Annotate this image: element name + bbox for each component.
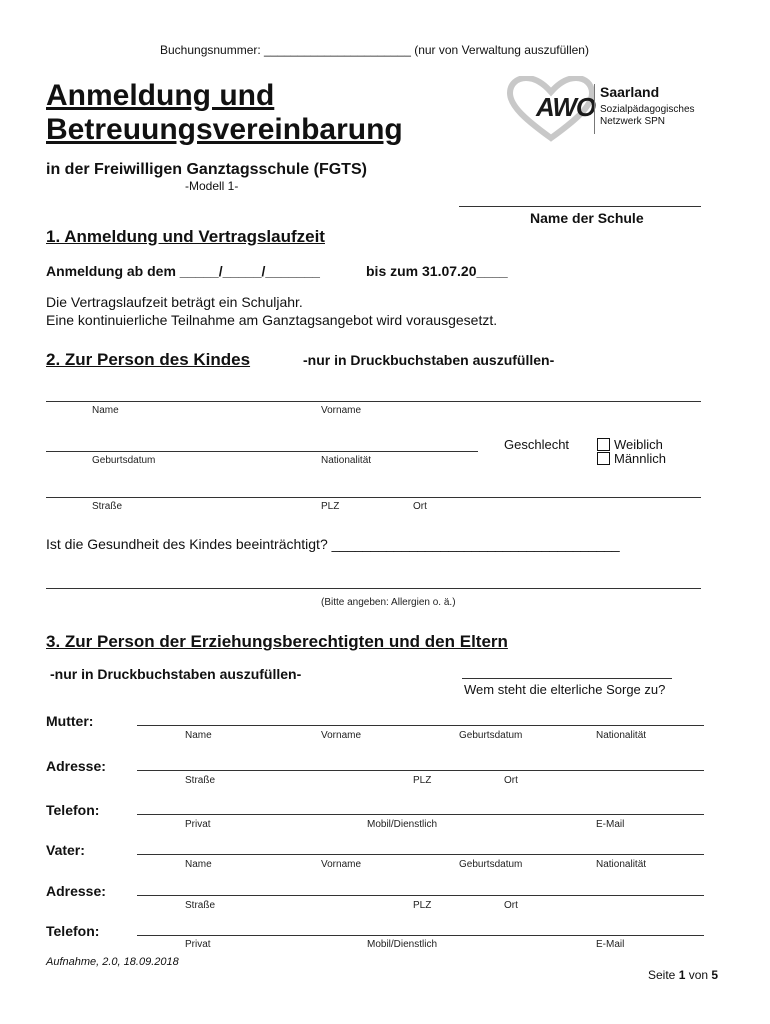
father-birthdate-label: Geburtsdatum xyxy=(459,859,523,870)
child-firstname-label: Vorname xyxy=(321,405,362,416)
page-subtitle: in der Freiwilligen Ganztagsschule (FGTS) xyxy=(46,161,367,178)
school-name-label: Name der Schule xyxy=(530,210,644,226)
health-question[interactable]: Ist die Gesundheit des Kindes beeinträchtigt? _____________________________________ xyxy=(46,536,620,552)
mother-city-label: Ort xyxy=(504,775,518,786)
child-name-line[interactable] xyxy=(46,401,701,402)
father-phone-label: Telefon: xyxy=(46,923,100,939)
org-name: Saarland xyxy=(600,84,660,100)
section3-note: -nur in Druckbuchstaben auszufüllen- xyxy=(50,666,302,682)
father-mobile-label: Mobil/Dienstlich xyxy=(367,939,438,950)
father-phone-line[interactable] xyxy=(137,935,704,936)
child-address-line[interactable] xyxy=(46,497,701,498)
father-city-label: Ort xyxy=(504,900,518,911)
page-total: 5 xyxy=(711,968,719,982)
father-name-label: Name xyxy=(185,859,212,870)
form-version: Aufnahme, 2.0, 18.09.2018 xyxy=(46,956,179,968)
page-prefix: Seite xyxy=(648,968,679,982)
contract-text-1: Die Vertragslaufzeit beträgt ein Schuljahr. xyxy=(46,294,303,310)
male-label: Männlich xyxy=(614,451,667,466)
section1-heading: 1. Anmeldung und Vertragslaufzeit xyxy=(46,227,325,246)
custody-line[interactable] xyxy=(462,678,672,679)
awo-logo xyxy=(506,76,706,142)
female-checkbox[interactable] xyxy=(597,438,610,451)
mother-firstname-label: Vorname xyxy=(321,730,362,741)
child-zip-label: PLZ xyxy=(321,501,340,512)
father-email-label: E-Mail xyxy=(596,939,625,950)
org-subtitle-2: Netzwerk SPN xyxy=(600,116,666,127)
booking-number-label: Buchungsnummer: ______________________ (nur von Verwaltung auszufüllen) xyxy=(160,43,589,57)
page-title-line2: Betreuungsvereinbarung xyxy=(46,113,403,146)
mother-street-label: Straße xyxy=(185,775,216,786)
section2-note: -nur in Druckbuchstaben auszufüllen- xyxy=(303,352,555,368)
health-hint: (Bitte angeben: Allergien o. ä.) xyxy=(321,597,456,608)
page-number xyxy=(648,968,718,982)
father-name-line[interactable] xyxy=(137,854,704,855)
mother-zip-label: PLZ xyxy=(413,775,432,786)
mother-label: Mutter: xyxy=(46,713,94,729)
female-label: Weiblich xyxy=(614,437,663,452)
father-label: Vater: xyxy=(46,842,85,858)
child-birthdate-label: Geburtsdatum xyxy=(92,455,156,466)
awo-brand: AWO xyxy=(536,92,596,122)
mother-phone-line[interactable] xyxy=(137,814,704,815)
child-nationality-label: Nationalität xyxy=(321,455,372,466)
child-city-label: Ort xyxy=(413,501,427,512)
child-birth-line[interactable] xyxy=(46,451,478,452)
org-subtitle-1: Sozialpädagogisches xyxy=(600,104,695,115)
father-nationality-label: Nationalität xyxy=(596,859,647,870)
mother-phone-label: Telefon: xyxy=(46,802,100,818)
section2-heading: 2. Zur Person des Kindes xyxy=(46,350,251,369)
male-checkbox[interactable] xyxy=(597,452,610,465)
father-street-label: Straße xyxy=(185,900,216,911)
mother-birthdate-label: Geburtsdatum xyxy=(459,730,523,741)
contract-text-2: Eine kontinuierliche Teilnahme am Ganztagsangebot wird vorausgesetzt. xyxy=(46,312,498,328)
mother-mobile-label: Mobil/Dienstlich xyxy=(367,819,438,830)
school-name-line[interactable] xyxy=(459,206,701,207)
mother-name-label: Name xyxy=(185,730,212,741)
child-name-label: Name xyxy=(92,405,119,416)
father-private-label: Privat xyxy=(185,939,211,950)
model-label: -Modell 1- xyxy=(185,179,239,193)
mother-address-label: Adresse: xyxy=(46,758,106,774)
start-date-field[interactable]: Anmeldung ab dem _____/_____/_______ xyxy=(46,263,320,279)
gender-label: Geschlecht xyxy=(504,437,570,452)
page-current: 1 xyxy=(678,968,686,982)
custody-question: Wem steht die elterliche Sorge zu? xyxy=(464,682,666,697)
page-separator: von xyxy=(685,968,712,982)
mother-address-line[interactable] xyxy=(137,770,704,771)
section3-heading: 3. Zur Person der Erziehungsberechtigten und den Eltern xyxy=(46,632,508,651)
mother-private-label: Privat xyxy=(185,819,211,830)
mother-email-label: E-Mail xyxy=(596,819,625,830)
father-address-label: Adresse: xyxy=(46,883,106,899)
mother-nationality-label: Nationalität xyxy=(596,730,647,741)
father-zip-label: PLZ xyxy=(413,900,432,911)
mother-name-line[interactable] xyxy=(137,725,704,726)
father-address-line[interactable] xyxy=(137,895,704,896)
page-title-line1: Anmeldung und xyxy=(46,79,275,112)
child-street-label: Straße xyxy=(92,501,123,512)
health-detail-line[interactable] xyxy=(46,588,701,589)
father-firstname-label: Vorname xyxy=(321,859,362,870)
end-date-field[interactable]: bis zum 31.07.20____ xyxy=(366,263,508,279)
